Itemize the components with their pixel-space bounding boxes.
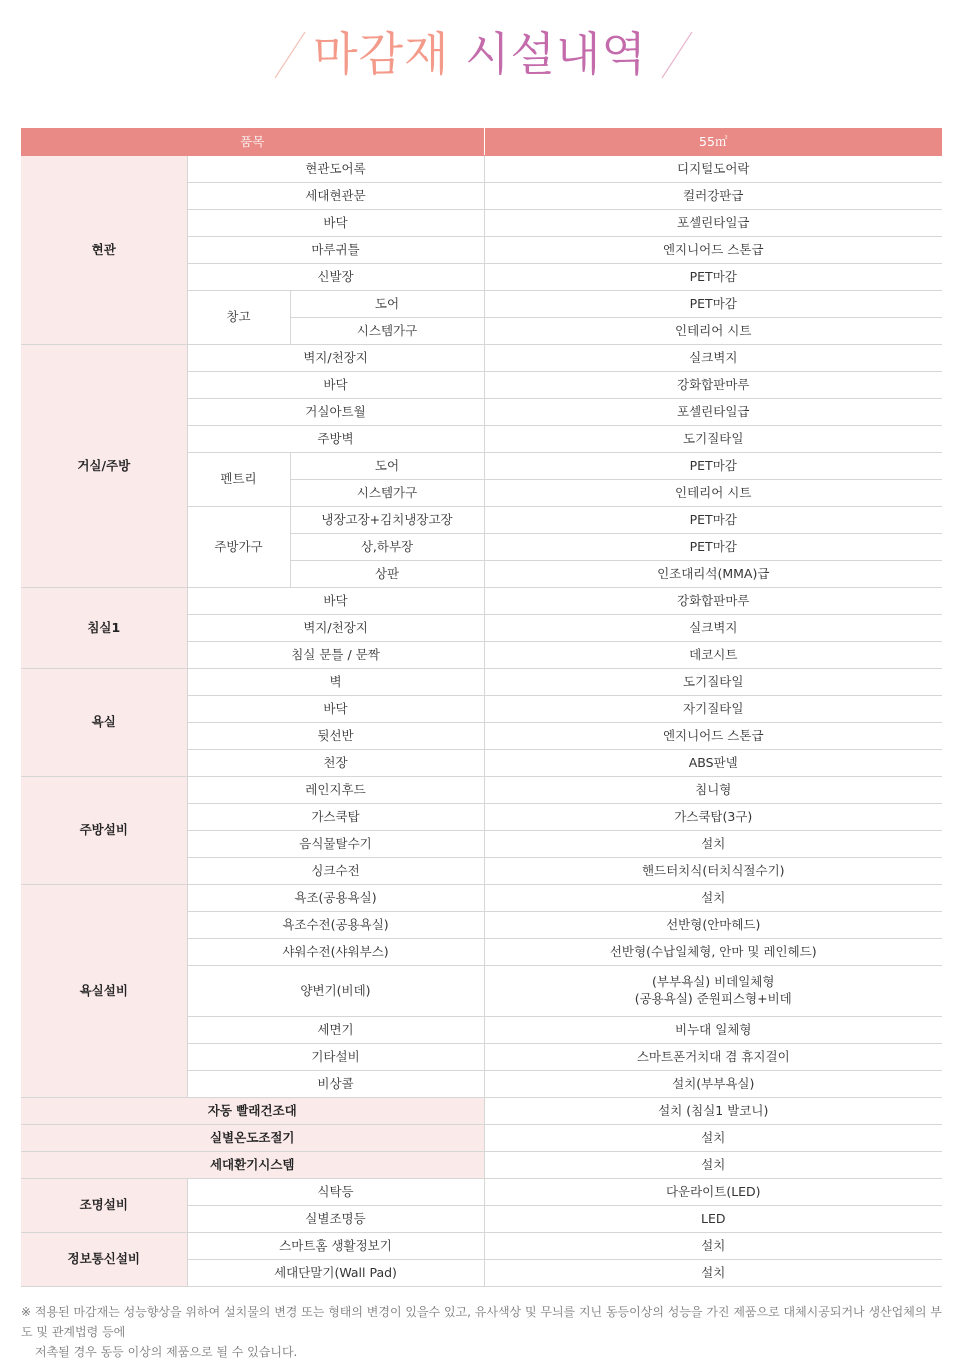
spec-cell: ABS판넬: [484, 750, 942, 777]
spec-cell: 포셀린타일급: [484, 210, 942, 237]
item-cell: 도어: [290, 291, 484, 318]
standalone-item: 실별온도조절기: [21, 1125, 484, 1152]
item-cell: 스마트홈 생활정보기: [187, 1233, 484, 1260]
item-cell: 천장: [187, 750, 484, 777]
item-cell: 상판: [290, 561, 484, 588]
table-row: [21, 1125, 942, 1152]
subcategory-pantry: 펜트리: [187, 453, 290, 507]
title-part-2: 시설내역: [465, 27, 647, 81]
item-cell: 바닥: [187, 588, 484, 615]
spec-cell: 도기질타일: [484, 669, 942, 696]
standalone-item: 자동 빨래건조대: [21, 1098, 484, 1125]
item-cell: 바닥: [187, 372, 484, 399]
table-row: [21, 1179, 942, 1206]
category-entrance: 현관: [21, 156, 187, 345]
page-title: [0, 22, 960, 86]
spec-cell: 디지털도어락: [484, 156, 942, 183]
header-size: 55㎡: [484, 129, 942, 156]
spec-cell: 데코시트: [484, 642, 942, 669]
item-cell: 바닥: [187, 210, 484, 237]
category-bedroom: 침실1: [21, 588, 187, 669]
spec-cell: 선반형(안마헤드): [484, 912, 942, 939]
item-cell: 욕조수전(공용욕실): [187, 912, 484, 939]
item-cell: 욕조(공용욕실): [187, 885, 484, 912]
spec-cell: [484, 966, 942, 1017]
spec-cell: 도기질타일: [484, 426, 942, 453]
item-cell: 싱크수전: [187, 858, 484, 885]
item-cell: 세면기: [187, 1017, 484, 1044]
spec-cell: 강화합판마루: [484, 588, 942, 615]
footnote-line-1: ※ 적용된 마감재는 성능향상을 위하여 설치물의 변경 또는 형태의 변경이 있을수 있고, 유사색상 및 무늬를 지닌 동등이상의 성능을 가진 제품으로 대체시공되거나 생산업체의 부도 및 관계법령 등에: [21, 1305, 942, 1339]
category-lighting: 조명설비: [21, 1179, 187, 1233]
spec-cell: PET마감: [484, 534, 942, 561]
category-living-kitchen: 거실/주방: [21, 345, 187, 588]
spec-cell: 침니형: [484, 777, 942, 804]
spec-cell: 설치 (침실1 발코니): [484, 1098, 942, 1125]
table-row: [21, 669, 942, 696]
category-ict: 정보통신설비: [21, 1233, 187, 1287]
spec-cell: 인조대리석(MMA)급: [484, 561, 942, 588]
table-header-row: [21, 129, 942, 156]
item-cell: 벽: [187, 669, 484, 696]
spec-cell: 실크벽지: [484, 345, 942, 372]
spec-cell: 다운라이트(LED): [484, 1179, 942, 1206]
spec-cell: 설치: [484, 1152, 942, 1179]
spec-cell: 자기질타일: [484, 696, 942, 723]
title-part-1: 마감재: [313, 27, 450, 81]
table-row: [21, 1152, 942, 1179]
table-row: [21, 885, 942, 912]
item-cell: 비상콜: [187, 1071, 484, 1098]
item-cell: 양변기(비데): [187, 966, 484, 1017]
footnote-line-2: 저촉될 경우 동등 이상의 제품으로 될 수 있습니다.: [35, 1345, 298, 1359]
item-cell: 냉장고장+김치냉장고장: [290, 507, 484, 534]
spec-cell: 엔지니어드 스톤급: [484, 237, 942, 264]
item-cell: 시스템가구: [290, 318, 484, 345]
spec-cell: 인테리어 시트: [484, 480, 942, 507]
item-cell: 세대단말기(Wall Pad): [187, 1260, 484, 1287]
spec-cell: PET마감: [484, 507, 942, 534]
spec-cell: 설치: [484, 1233, 942, 1260]
spec-cell: 컬러강판급: [484, 183, 942, 210]
item-cell: 샤워수전(샤워부스): [187, 939, 484, 966]
spec-cell: 설치: [484, 885, 942, 912]
item-cell: 마루귀틀: [187, 237, 484, 264]
spec-line: (부부욕실) 비데일체형: [652, 974, 775, 990]
category-bath-equipment: 욕실설비: [21, 885, 187, 1098]
spec-cell: 설치(부부욕실): [484, 1071, 942, 1098]
table-row: [21, 588, 942, 615]
item-cell: 현관도어록: [187, 156, 484, 183]
table-row: [21, 1098, 942, 1125]
item-cell: 주방벽: [187, 426, 484, 453]
spec-cell: PET마감: [484, 291, 942, 318]
table-row: [21, 1233, 942, 1260]
subcategory-storage: 창고: [187, 291, 290, 345]
item-cell: 바닥: [187, 696, 484, 723]
item-cell: 기타설비: [187, 1044, 484, 1071]
item-cell: 신발장: [187, 264, 484, 291]
category-kitchen-equipment: 주방설비: [21, 777, 187, 885]
spec-cell: 강화합판마루: [484, 372, 942, 399]
item-cell: 도어: [290, 453, 484, 480]
finishing-spec-table: [21, 128, 942, 1287]
spec-cell: 가스쿡탑(3구): [484, 804, 942, 831]
spec-cell: LED: [484, 1206, 942, 1233]
item-cell: 벽지/천장지: [187, 345, 484, 372]
spec-cell: 설치: [484, 831, 942, 858]
spec-cell: 선반형(수납일체형, 안마 및 레인헤드): [484, 939, 942, 966]
item-cell: 시스템가구: [290, 480, 484, 507]
spec-cell: 비누대 일체형: [484, 1017, 942, 1044]
spec-cell: 설치: [484, 1260, 942, 1287]
spec-cell: 엔지니어드 스톤급: [484, 723, 942, 750]
footnote: [21, 1302, 942, 1362]
table-row: [21, 777, 942, 804]
item-cell: 레인지후드: [187, 777, 484, 804]
spec-cell: PET마감: [484, 453, 942, 480]
page-header: [0, 0, 960, 110]
spec-cell: 설치: [484, 1125, 942, 1152]
category-bathroom: 욕실: [21, 669, 187, 777]
item-cell: 식탁등: [187, 1179, 484, 1206]
item-cell: 상,하부장: [290, 534, 484, 561]
spec-cell: 스마트폰거치대 겸 휴지걸이: [484, 1044, 942, 1071]
spec-line: (공용욕실) 준원피스형+비데: [634, 991, 792, 1006]
spec-cell: 실크벽지: [484, 615, 942, 642]
item-cell: 실별조명등: [187, 1206, 484, 1233]
standalone-item: 세대환기시스템: [21, 1152, 484, 1179]
item-cell: 음식물탈수기: [187, 831, 484, 858]
item-cell: 세대현관문: [187, 183, 484, 210]
subcategory-kitchen-furniture: 주방가구: [187, 507, 290, 588]
item-cell: 침실 문틀 / 문짝: [187, 642, 484, 669]
item-cell: 거실아트월: [187, 399, 484, 426]
table-row: [21, 345, 942, 372]
spec-cell: 포셀린타일급: [484, 399, 942, 426]
item-cell: 가스쿡탑: [187, 804, 484, 831]
spec-cell: 인테리어 시트: [484, 318, 942, 345]
item-cell: 벽지/천장지: [187, 615, 484, 642]
item-cell: 뒷선반: [187, 723, 484, 750]
table-row: [21, 156, 942, 183]
spec-cell: PET마감: [484, 264, 942, 291]
header-item: 품목: [21, 129, 484, 156]
spec-cell: 핸드터치식(터치식절수기): [484, 858, 942, 885]
